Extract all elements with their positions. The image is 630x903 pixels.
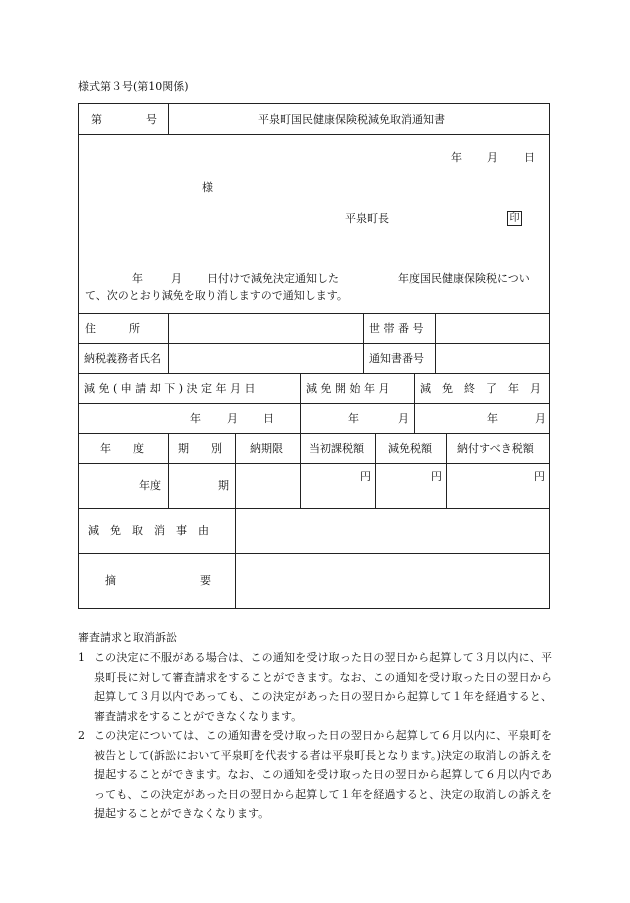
note-number: 1 — [78, 651, 85, 664]
document-title: 平泉町国民健康保険税減免取消通知書 — [258, 113, 445, 126]
label-fiscal-year: 年 度 — [100, 442, 144, 455]
label-reduction-amount: 減免税額 — [388, 442, 432, 455]
seal-stamp: 印 — [507, 211, 522, 226]
date-nen: 年 — [451, 151, 462, 164]
start-nen: 年 — [348, 412, 359, 425]
notice-nen: 年 — [132, 272, 143, 285]
note-number: 2 — [78, 729, 85, 742]
label-remarks-2: 要 — [200, 574, 211, 587]
label-notice-number: 通知書番号 — [369, 352, 424, 365]
label-payable-amount: 納付すべき税額 — [457, 442, 534, 455]
notice-text-line2: て、次のとおり減免を取り消しますので通知します。 — [85, 289, 348, 302]
note-text: この決定に不服がある場合は、この通知を受け取った日の翌日から起算して３月以内に、平泉町長に対して審査請求をすることができます。なお、この通知を受け取った日の翌日から起算して３月以内であっても、この決定があった日の翌日から起算して１年を経過すると、審査請求をすることができなくなります。 — [94, 651, 552, 723]
notice-text-b: 年度国民健康保険税につい — [398, 272, 530, 285]
label-decision-date: 減 免 ( 申 請 却 下 ) 決 定 年 月 日 — [84, 382, 256, 395]
note-text: この決定については、この通知書を受け取った日の翌日から起算して６月以内に、平泉町を被告として(訴訟において平泉町を代表する者は平泉町長となります。)決定の取消しの訴えを提起することができます。なお、この通知を受け取った日の翌日から起算して６月以内であっても、この決定があった日の翌日から起算して１年を経過すると、決定の取消しの訴えを提起することができなくなります。 — [94, 729, 552, 820]
date-tsuki: 月 — [487, 151, 498, 164]
value-ki: 期 — [218, 479, 229, 492]
note-item-2 — [78, 726, 552, 824]
label-start-month: 減 免 開 始 年 月 — [306, 382, 390, 395]
notes-list — [78, 648, 552, 824]
label-taxpayer-name: 納税義務者氏名 — [84, 352, 161, 365]
value-payable-yen: 円 — [534, 470, 545, 483]
end-tsuki: 月 — [535, 412, 546, 425]
label-remarks-1: 摘 — [105, 574, 116, 587]
label-end-month: 減 免 終 了 年 月 — [420, 382, 541, 395]
header-dai: 第 — [91, 113, 102, 126]
notice-text-a: 日付けで減免決定通知した — [207, 272, 339, 285]
label-initial-tax: 当初課税額 — [309, 442, 364, 455]
header-go: 号 — [146, 113, 157, 126]
addressee-sama: 様 — [202, 181, 213, 194]
label-cancellation-reason: 減 免 取 消 事 由 — [88, 524, 209, 537]
notes-title: 審査請求と取消訴訟 — [78, 631, 177, 644]
value-initial-yen: 円 — [360, 470, 371, 483]
label-household-number: 世 帯 番 号 — [369, 322, 424, 335]
decision-hi: 日 — [263, 412, 274, 425]
notice-tsuki: 月 — [171, 272, 182, 285]
label-due-date: 納期限 — [250, 442, 283, 455]
start-tsuki: 月 — [398, 412, 409, 425]
note-item-1 — [78, 648, 552, 726]
decision-nen: 年 — [190, 412, 201, 425]
form-number: 様式第３号(第10関係) — [78, 80, 189, 93]
value-reduction-yen: 円 — [431, 470, 442, 483]
issuer-name: 平泉町長 — [345, 212, 389, 225]
end-nen: 年 — [487, 412, 498, 425]
label-address: 住 所 — [85, 322, 140, 335]
value-nendo: 年度 — [139, 479, 161, 492]
label-installment: 期 別 — [178, 442, 222, 455]
date-hi: 日 — [524, 151, 535, 164]
decision-tsuki: 月 — [227, 412, 238, 425]
